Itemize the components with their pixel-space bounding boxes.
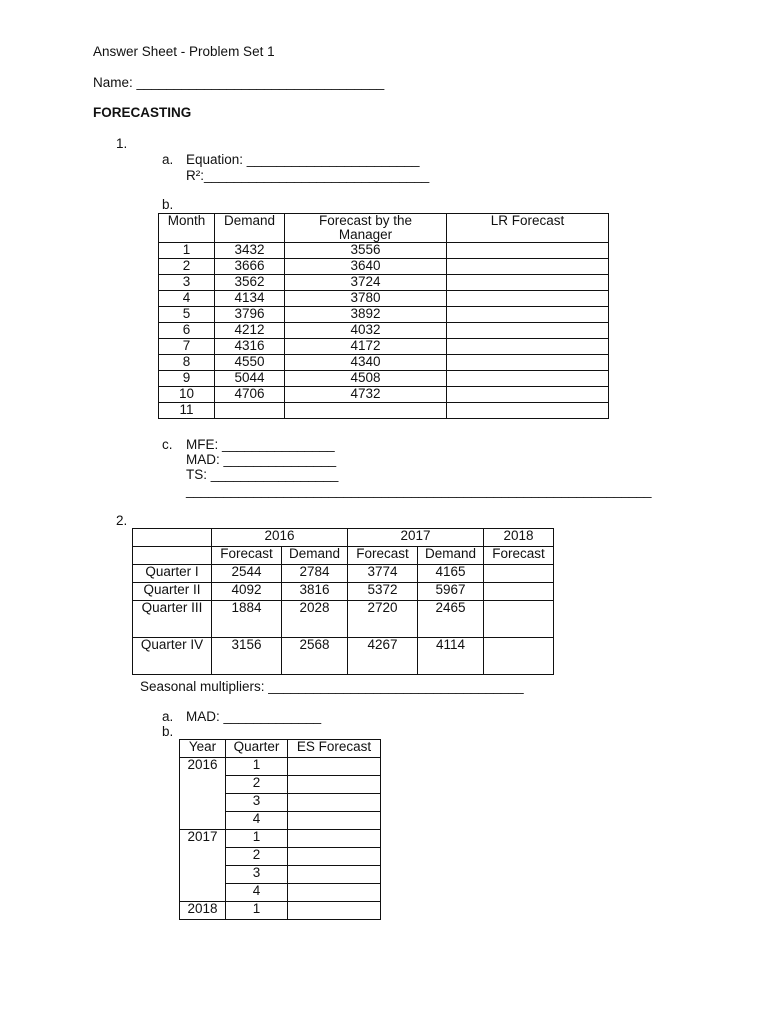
empty-cell xyxy=(133,529,212,547)
quarter-row xyxy=(133,583,554,601)
manager-forecast-cell: 3892 xyxy=(285,307,447,323)
subheader: Forecast xyxy=(212,547,282,565)
table-row xyxy=(159,291,609,307)
quarter-row xyxy=(133,601,554,638)
year-cell: 2016 xyxy=(180,758,226,830)
month-cell: 8 xyxy=(159,355,215,371)
seasonal-table xyxy=(132,528,554,675)
value-cell: 4092 xyxy=(212,583,282,601)
subheader: Demand xyxy=(418,547,484,565)
table-row xyxy=(159,387,609,403)
year-2017: 2017 xyxy=(348,529,484,547)
equation-field[interactable]: Equation: _______________________ xyxy=(186,152,420,167)
year-cell: 2017 xyxy=(180,830,226,902)
answer-line[interactable]: ______________________________________________________________ xyxy=(186,483,652,498)
es-forecast-table xyxy=(179,739,381,920)
subheader-row xyxy=(133,547,554,565)
table-row xyxy=(159,243,609,259)
es-forecast-cell[interactable] xyxy=(288,830,381,848)
manager-forecast-cell: 4340 xyxy=(285,355,447,371)
table-header-row xyxy=(180,740,381,758)
manager-forecast-cell: 3724 xyxy=(285,275,447,291)
lr-forecast-cell[interactable] xyxy=(447,259,609,275)
year-2016: 2016 xyxy=(212,529,348,547)
quarter-cell: 1 xyxy=(226,902,288,920)
forecast-2018-cell[interactable] xyxy=(484,601,554,638)
quarter-cell: 2 xyxy=(226,848,288,866)
subheader: Forecast xyxy=(484,547,554,565)
mfe-field[interactable]: MFE: _______________ xyxy=(186,437,335,452)
header-lr-forecast: LR Forecast xyxy=(447,214,609,243)
value-cell: 2568 xyxy=(282,638,348,675)
month-cell: 1 xyxy=(159,243,215,259)
lr-forecast-cell[interactable] xyxy=(447,387,609,403)
manager-forecast-cell: 3640 xyxy=(285,259,447,275)
lr-forecast-cell[interactable] xyxy=(447,403,609,419)
demand-cell: 3666 xyxy=(215,259,285,275)
es-forecast-cell[interactable] xyxy=(288,866,381,884)
month-cell: 10 xyxy=(159,387,215,403)
section-heading: FORECASTING xyxy=(93,105,192,120)
lr-forecast-table xyxy=(158,213,609,419)
month-cell: 6 xyxy=(159,323,215,339)
quarter-label: Quarter III xyxy=(133,601,212,638)
quarter-row xyxy=(133,565,554,583)
r-squared-field[interactable]: R²:______________________________ xyxy=(186,168,430,183)
value-cell: 5967 xyxy=(418,583,484,601)
q2-mad-field[interactable]: MAD: _____________ xyxy=(186,709,322,724)
header-es-forecast: ES Forecast xyxy=(288,740,381,758)
header-demand: Demand xyxy=(215,214,285,243)
forecast-2018-cell[interactable] xyxy=(484,583,554,601)
quarter-cell: 3 xyxy=(226,866,288,884)
value-cell: 3774 xyxy=(348,565,418,583)
question-2-number: 2. xyxy=(116,513,128,528)
demand-cell: 4706 xyxy=(215,387,285,403)
quarter-row xyxy=(133,638,554,675)
demand-cell: 3796 xyxy=(215,307,285,323)
lr-forecast-cell[interactable] xyxy=(447,243,609,259)
subheader: Forecast xyxy=(348,547,418,565)
manager-forecast-cell: 3556 xyxy=(285,243,447,259)
value-cell: 5372 xyxy=(348,583,418,601)
value-cell: 2544 xyxy=(212,565,282,583)
quarter-cell: 1 xyxy=(226,758,288,776)
q2-a-label: a. xyxy=(162,709,174,724)
es-row xyxy=(180,902,381,920)
forecast-2018-cell[interactable] xyxy=(484,638,554,675)
table-row xyxy=(159,403,609,419)
demand-cell: 3432 xyxy=(215,243,285,259)
lr-forecast-cell[interactable] xyxy=(447,371,609,387)
demand-cell: 4134 xyxy=(215,291,285,307)
table-row xyxy=(159,355,609,371)
value-cell: 4165 xyxy=(418,565,484,583)
es-forecast-cell[interactable] xyxy=(288,758,381,776)
value-cell: 4114 xyxy=(418,638,484,675)
demand-cell: 3562 xyxy=(215,275,285,291)
q1-b-label: b. xyxy=(162,197,174,212)
table-header-row xyxy=(159,214,609,243)
es-row xyxy=(180,830,381,848)
value-cell: 3816 xyxy=(282,583,348,601)
quarter-label: Quarter IV xyxy=(133,638,212,675)
q1-c-label: c. xyxy=(162,437,173,452)
month-cell: 5 xyxy=(159,307,215,323)
month-cell: 4 xyxy=(159,291,215,307)
table-row xyxy=(159,323,609,339)
quarter-cell: 3 xyxy=(226,794,288,812)
manager-forecast-cell: 4032 xyxy=(285,323,447,339)
seasonal-multipliers-field[interactable]: Seasonal multipliers: __________________________________ xyxy=(140,679,524,694)
value-cell: 4267 xyxy=(348,638,418,675)
lr-forecast-cell[interactable] xyxy=(447,339,609,355)
es-forecast-cell[interactable] xyxy=(288,776,381,794)
question-1-number: 1. xyxy=(116,136,128,151)
es-forecast-cell[interactable] xyxy=(288,884,381,902)
table-row xyxy=(159,371,609,387)
quarter-cell: 2 xyxy=(226,776,288,794)
es-forecast-cell[interactable] xyxy=(288,848,381,866)
month-cell: 11 xyxy=(159,403,215,419)
header-year: Year xyxy=(180,740,226,758)
header-month: Month xyxy=(159,214,215,243)
empty-cell xyxy=(133,547,212,565)
subheader: Demand xyxy=(282,547,348,565)
quarter-cell: 4 xyxy=(226,812,288,830)
es-row xyxy=(180,758,381,776)
value-cell: 2784 xyxy=(282,565,348,583)
es-forecast-cell[interactable] xyxy=(288,794,381,812)
lr-forecast-cell[interactable] xyxy=(447,323,609,339)
demand-cell: 4212 xyxy=(215,323,285,339)
name-field[interactable]: Name: _________________________________ xyxy=(93,75,385,90)
quarter-cell: 1 xyxy=(226,830,288,848)
value-cell: 2720 xyxy=(348,601,418,638)
value-cell: 1884 xyxy=(212,601,282,638)
table-row xyxy=(159,307,609,323)
demand-cell: 4316 xyxy=(215,339,285,355)
lr-forecast-cell[interactable] xyxy=(447,307,609,323)
month-cell: 9 xyxy=(159,371,215,387)
month-cell: 7 xyxy=(159,339,215,355)
demand-cell: 5044 xyxy=(215,371,285,387)
forecast-2018-cell[interactable] xyxy=(484,565,554,583)
value-cell: 3156 xyxy=(212,638,282,675)
manager-forecast-cell: 4732 xyxy=(285,387,447,403)
lr-forecast-cell[interactable] xyxy=(447,291,609,307)
year-cell: 2018 xyxy=(180,902,226,920)
lr-forecast-cell[interactable] xyxy=(447,275,609,291)
mad-field[interactable]: MAD: _______________ xyxy=(186,452,337,467)
es-forecast-cell[interactable] xyxy=(288,812,381,830)
manager-forecast-cell xyxy=(285,403,447,419)
year-2018: 2018 xyxy=(484,529,554,547)
manager-forecast-cell: 4172 xyxy=(285,339,447,355)
table-row xyxy=(159,339,609,355)
manager-forecast-cell: 3780 xyxy=(285,291,447,307)
header-quarter: Quarter xyxy=(226,740,288,758)
table-row xyxy=(159,275,609,291)
year-header-row xyxy=(133,529,554,547)
es-forecast-cell[interactable] xyxy=(288,902,381,920)
q1-a-label: a. xyxy=(162,152,174,167)
page-title: Answer Sheet - Problem Set 1 xyxy=(93,44,275,59)
demand-cell: 4550 xyxy=(215,355,285,371)
ts-field[interactable]: TS: _________________ xyxy=(186,467,339,482)
month-cell: 3 xyxy=(159,275,215,291)
value-cell: 2028 xyxy=(282,601,348,638)
header-manager-forecast: Forecast by the Manager xyxy=(285,214,447,243)
quarter-label: Quarter II xyxy=(133,583,212,601)
value-cell: 2465 xyxy=(418,601,484,638)
q2-b-label: b. xyxy=(162,724,174,739)
demand-cell xyxy=(215,403,285,419)
quarter-cell: 4 xyxy=(226,884,288,902)
quarter-label: Quarter I xyxy=(133,565,212,583)
manager-forecast-cell: 4508 xyxy=(285,371,447,387)
lr-forecast-cell[interactable] xyxy=(447,355,609,371)
table-row xyxy=(159,259,609,275)
month-cell: 2 xyxy=(159,259,215,275)
